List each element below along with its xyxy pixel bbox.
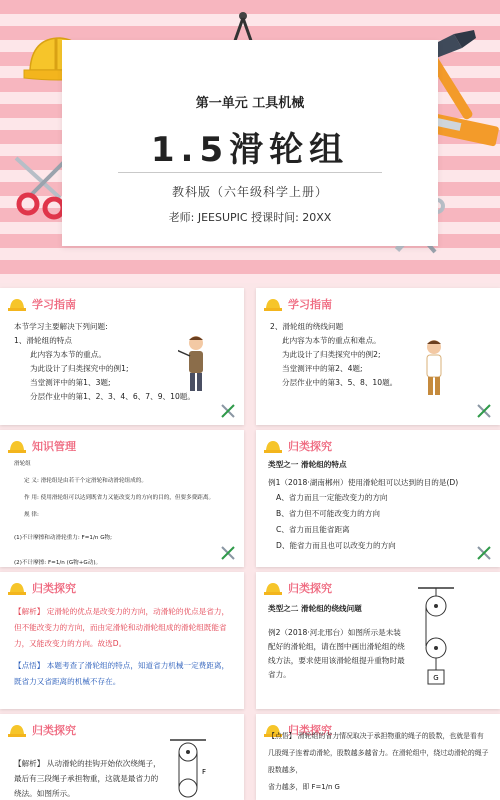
- type-label: 类型之二 滑轮组的绕线问题: [268, 604, 362, 613]
- slide-title: 归类探究: [288, 440, 332, 453]
- comment-text: 【点悟】 本题考查了滑轮组的特点，知道省力机械一定费距离，既省力又省距离的机械不存在。: [14, 661, 230, 686]
- tools-icon: [476, 403, 492, 419]
- tools-icon: [220, 403, 236, 419]
- hard-hat-icon: [264, 298, 282, 311]
- slide-knowledge[interactable]: [0, 430, 244, 567]
- slide-header: [264, 294, 332, 314]
- slide-exploration-comment[interactable]: [256, 714, 500, 800]
- hard-hat-icon: [8, 724, 26, 737]
- text-line: 作 用: 使用滑轮组可以达到既省力又能改变力的方向的目的，但要多费距离。: [24, 495, 215, 501]
- slide-title: 归类探究: [32, 724, 76, 737]
- question-text: 例2（2018·河北邢台）如图所示是未装配好的滑轮组，请在图中画出滑轮组的绕线方法，要求使用该滑轮组提升重物时最省力。: [268, 628, 405, 679]
- teacher-figure-icon: [178, 334, 214, 394]
- hard-hat-icon: [8, 582, 26, 595]
- hard-hat-icon: [8, 440, 26, 453]
- option-a: A、省力而且一定能改变力的方向: [276, 493, 388, 502]
- text-line: 2、滑轮组的绕线问题: [270, 322, 344, 331]
- tools-icon: [220, 545, 236, 561]
- slide-study-guide-2[interactable]: [256, 288, 500, 425]
- hard-hat-icon: [264, 582, 282, 595]
- slide-header: [264, 578, 332, 598]
- text-line: 分层作业中的第1、2、3、4、6、7、9、10题。: [30, 392, 195, 401]
- slide-title: 归类探究: [32, 582, 76, 595]
- text-line: 为此设计了归类探究中的例1;: [30, 364, 129, 373]
- formula-line: 省力越多，即 F=1/n G: [268, 783, 340, 791]
- slide-header: [8, 436, 76, 456]
- slide-study-guide-1[interactable]: [0, 288, 244, 425]
- lesson-title: 1.5滑轮组: [150, 130, 350, 170]
- cover-slide: [0, 0, 500, 283]
- option-b: B、省力但不可能改变力的方向: [276, 509, 380, 518]
- analysis-label: 【解析】: [14, 759, 45, 768]
- teacher-figure-icon: [416, 338, 452, 398]
- force-label: F: [202, 768, 207, 776]
- text-line: 为此设计了归类探究中的例2;: [282, 350, 381, 359]
- analysis-text: 【解析】 定滑轮的优点是改变力的方向，动滑轮的优点是省力，但不能改变力的方向，而由定滑轮和动滑轮组成的滑轮组既能省力，又能改变力的方向。故选D。: [14, 607, 230, 648]
- hard-hat-icon: [264, 440, 282, 453]
- slide-exploration-1[interactable]: [256, 430, 500, 567]
- text-line: 1、滑轮组的特点: [14, 336, 72, 345]
- analysis-text: 【解析】 从动滑轮的挂钩开始依次绕绳子，最后有三段绳子承担物重，这就是最省力的绕法。如图所示。: [14, 759, 161, 798]
- text-line: 分层作业中的第3、5、8、10题。: [282, 378, 398, 387]
- analysis-label: 【解析】: [14, 607, 45, 616]
- comment-label: 【点悟】: [268, 732, 296, 740]
- text-line: 此内容为本节的重点。: [30, 350, 106, 359]
- slide-exploration-2[interactable]: [256, 572, 500, 709]
- question-text: 例1（2018·湖南郴州）使用滑轮组可以达到的目的是(D): [268, 478, 459, 487]
- slide-header: [8, 294, 76, 314]
- comment-label: 【点悟】: [14, 661, 45, 670]
- formula-line: (2)不计摩擦: F=1/n (G物+G动)。: [14, 560, 102, 566]
- weight-label: G: [433, 674, 439, 682]
- teacher-info: 老师: JEESUPIC 授课时间: 20XX: [168, 211, 332, 224]
- formula-line: (1)不计摩擦和动滑轮重力: F=1/n G物;: [14, 535, 113, 541]
- pulley-answer-diagram-icon: [168, 738, 208, 800]
- slide-title: 学习指南: [32, 298, 76, 311]
- text-line: 此内容为本节的重点和难点。: [282, 336, 381, 345]
- slide-title: 学习指南: [288, 298, 332, 311]
- slide-title: 归类探究: [288, 724, 332, 737]
- slide-title: 知识管理: [32, 440, 76, 453]
- slide-title: 归类探究: [288, 582, 332, 595]
- slide-header: [8, 578, 76, 598]
- hard-hat-icon: [8, 298, 26, 311]
- slide-exploration-analysis[interactable]: [0, 572, 244, 709]
- title-divider: [118, 172, 382, 173]
- text-line: 当堂测评中的第1、3题;: [30, 378, 111, 387]
- comment-text: 【点悟】 滑轮组的省力情况取决于承担物重的绳子的股数，也就是看有几股绳子连着动滑轮，股数越多越省力。在滑轮组中，绕过动滑轮的绳子股数越多， 省力越多，即 F=1/n G: [268, 728, 490, 796]
- pulley-diagram-icon: [416, 586, 456, 698]
- text-line: 滑轮组: [14, 461, 31, 467]
- utility-knife-icon: [430, 112, 500, 152]
- option-d: D、能省力而且也可以改变力的方向: [276, 541, 396, 550]
- text-line: 规 律:: [24, 512, 39, 518]
- edition-label: 教科版（六年级科学上册）: [171, 185, 328, 199]
- tools-icon: [476, 545, 492, 561]
- text-line: 本节学习主要解决下列问题:: [14, 322, 108, 331]
- slide-header: [8, 720, 76, 740]
- type-label: 类型之一 滑轮组的特点: [268, 460, 347, 469]
- option-c: C、省力而且能省距离: [276, 525, 350, 534]
- unit-title: 第一单元 工具机械: [195, 96, 305, 111]
- text-line: 当堂测评中的第2、4题;: [282, 364, 363, 373]
- cover-card: [62, 40, 438, 246]
- slide-exploration-analysis-2[interactable]: [0, 714, 244, 800]
- slide-header: [264, 436, 332, 456]
- text-line: 定 义: 滑轮组是由若干个定滑轮和动滑轮组成的。: [24, 478, 147, 484]
